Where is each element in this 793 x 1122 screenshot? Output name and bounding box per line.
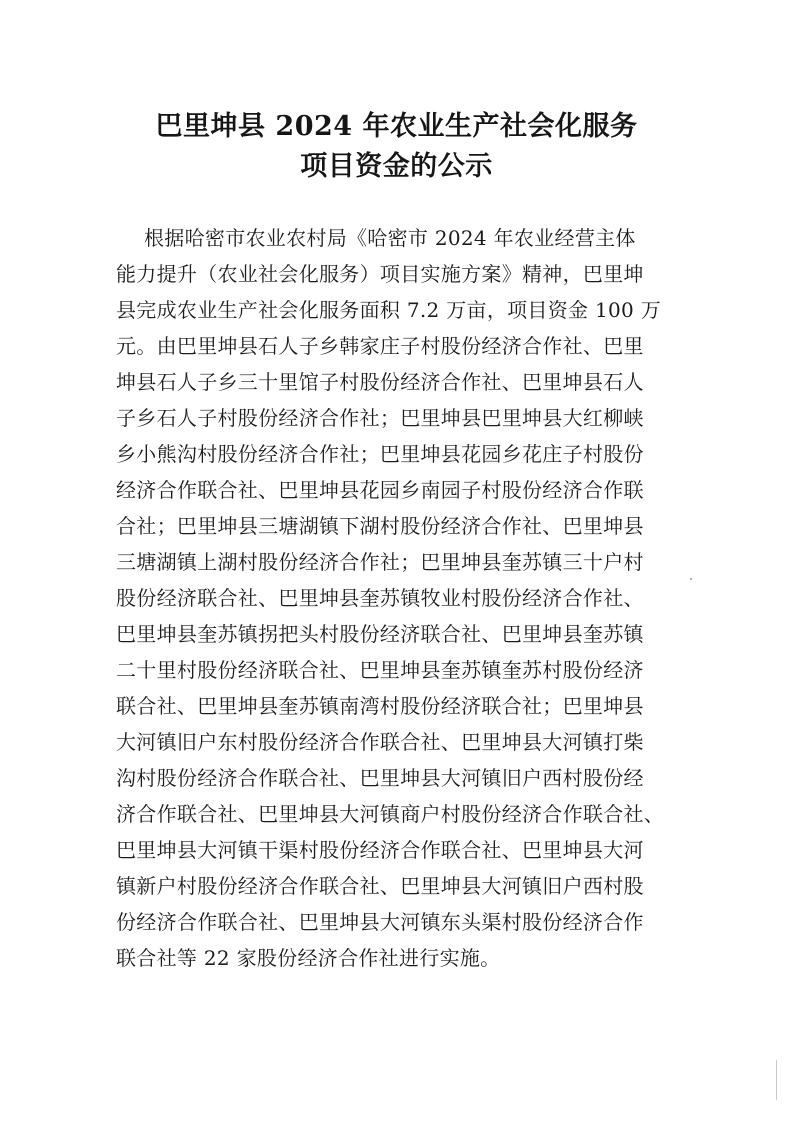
body-line-13: 二十里村股份经济联合社、巴里坤县奎苏镇奎苏村股份经济 [116,658,644,682]
body-line-12: 巴里坤县奎苏镇拐把头村股份经济联合社、巴里坤县奎苏镇 [116,622,644,646]
body-line-16: 沟村股份经济合作联合社、巴里坤县大河镇旧户西村股份经 [116,766,644,790]
body-line-11: 股份经济联合社、巴里坤县奎苏镇牧业村股份经济合作社、 [116,586,644,610]
scan-edge-mark [776,1060,777,1100]
scan-speck [690,578,692,580]
body-line-19: 镇新户村股份经济合作联合社、巴里坤县大河镇旧户西村股 [116,874,644,898]
body-line-1: 根据哈密市农业农村局《哈密市 2024 年农业经营主体 [144,226,636,250]
body-line-7: 乡小熊沟村股份经济合作社；巴里坤县花园乡花庄子村股份 [116,442,644,466]
body-line-8: 经济合作联合社、巴里坤县花园乡南园子村股份经济合作联 [116,478,644,502]
body-line-10: 三塘湖镇上湖村股份经济合作社；巴里坤县奎苏镇三十户村 [116,550,644,574]
body-line-3: 县完成农业生产社会化服务面积 7.2 万亩，项目资金 100 万 [116,298,662,322]
body-line-9: 合社；巴里坤县三塘湖镇下湖村股份经济合作社、巴里坤县 [116,514,644,538]
body-line-5: 坤县石人子乡三十里馆子村股份经济合作社、巴里坤县石人 [116,370,644,394]
body-line-4: 元。由巴里坤县石人子乡韩家庄子村股份经济合作社、巴里 [116,334,644,358]
body-line-2: 能力提升（农业社会化服务）项目实施方案》精神，巴里坤 [116,262,644,286]
body-line-14: 联合社、巴里坤县奎苏镇南湾村股份经济联合社；巴里坤县 [116,694,644,718]
body-line-20: 份经济合作联合社、巴里坤县大河镇东头渠村股份经济合作 [116,910,644,934]
body-line-17: 济合作联合社、巴里坤县大河镇商户村股份经济合作联合社、 [116,802,665,826]
body-line-6: 子乡石人子村股份经济合作社；巴里坤县巴里坤县大红柳峡 [116,406,644,430]
body-line-21: 联合社等 22 家股份经济合作社进行实施。 [116,946,501,970]
body-line-15: 大河镇旧户东村股份经济合作联合社、巴里坤县大河镇打柴 [116,730,644,754]
document-title-line-1: 巴里坤县 2024 年农业生产社会化服务 [155,111,638,142]
body-line-18: 巴里坤县大河镇干渠村股份经济合作联合社、巴里坤县大河 [116,838,644,862]
document-title-line-2: 项目资金的公示 [300,151,493,182]
